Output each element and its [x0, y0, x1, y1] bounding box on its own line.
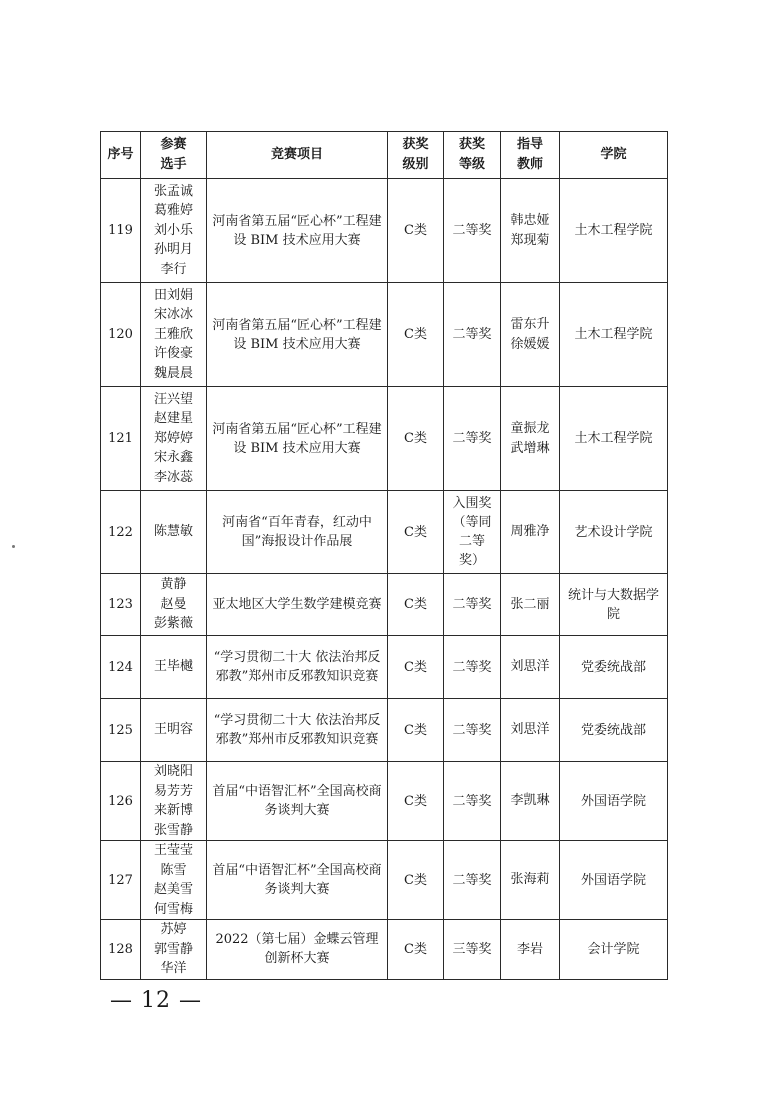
- table-row: [101, 841, 668, 920]
- participant-name: 汪兴望: [153, 391, 193, 407]
- row-award-grade: 二等奖: [444, 841, 501, 920]
- header-grade-line: 等级: [458, 157, 485, 172]
- row-award-level: C类: [388, 179, 444, 283]
- participant-name: 陈慧敏: [153, 524, 193, 540]
- header-level-line: 级别: [402, 157, 429, 172]
- row-teacher: [501, 179, 560, 283]
- row-college: 土木工程学院: [560, 283, 668, 387]
- row-project: 河南省第五届“匠心杯”工程建设 BIM 技术应用大赛: [207, 179, 388, 283]
- teacher-name: 李凯琳: [510, 793, 550, 809]
- participant-name: 孙明月: [153, 242, 193, 258]
- participant-name: 赵美雪: [153, 882, 193, 897]
- table-row: [101, 636, 668, 699]
- row-award-grade: 二等奖: [444, 762, 501, 841]
- row-award-level: C类: [388, 283, 444, 387]
- row-project: 河南省第五届“匠心杯”工程建设 BIM 技术应用大赛: [207, 387, 388, 491]
- row-index: 127: [101, 841, 141, 920]
- scan-speck: [12, 545, 15, 548]
- row-award-level: C类: [388, 841, 444, 920]
- participant-name: 彭紫薇: [153, 616, 193, 632]
- row-project: “学习贯彻二十大 依法治邦反邪教”郑州市反邪教知识竞赛: [207, 636, 388, 699]
- teacher-name: 周雅净: [510, 524, 550, 540]
- participant-name: 王毕樾: [153, 659, 193, 675]
- row-index: 124: [101, 636, 141, 699]
- row-teacher: [501, 491, 560, 574]
- participant-name: 宋冰冰: [153, 307, 193, 323]
- row-project: 2022（第七届）金蝶云管理创新杯大赛: [207, 920, 388, 980]
- teacher-name: 刘思洋: [510, 722, 550, 738]
- page-number: — 12 —: [110, 988, 202, 1013]
- row-college: 土木工程学院: [560, 179, 668, 283]
- row-teacher: [501, 841, 560, 920]
- participant-name: 宋永鑫: [153, 450, 193, 466]
- row-index: 128: [101, 920, 141, 980]
- header-grade-line: 获奖: [458, 137, 485, 152]
- header-project: 竞赛项目: [207, 132, 388, 179]
- header-participants-line: 选手: [160, 157, 187, 172]
- participant-name: 李行: [160, 261, 187, 277]
- participant-name: 王莹莹: [153, 843, 193, 858]
- row-participants: [141, 574, 207, 636]
- row-project: 首届“中语智汇杯”全国高校商务谈判大赛: [207, 841, 388, 920]
- participant-name: 郭雪静: [153, 941, 193, 957]
- row-college: 土木工程学院: [560, 387, 668, 491]
- table-row: [101, 920, 668, 980]
- row-award-grade: 二等奖: [444, 179, 501, 283]
- table-row: [101, 574, 668, 636]
- participant-name: 来新博: [153, 803, 193, 818]
- table-row: [101, 699, 668, 762]
- participant-name: 李冰蕊: [153, 469, 193, 485]
- header-row: [101, 132, 668, 179]
- row-award-grade: 二等奖: [444, 574, 501, 636]
- row-participants: [141, 920, 207, 980]
- row-teacher: [501, 699, 560, 762]
- participant-name: 苏婷: [160, 922, 187, 937]
- row-participants: [141, 841, 207, 920]
- participant-name: 易芳芳: [153, 783, 193, 799]
- row-award-grade: 二等奖: [444, 283, 501, 387]
- row-index: 122: [101, 491, 141, 574]
- row-award-level: C类: [388, 574, 444, 636]
- participant-name: 田刘娟: [153, 287, 193, 303]
- row-index: 126: [101, 762, 141, 841]
- row-award-level: C类: [388, 699, 444, 762]
- teacher-name: 童振龙: [510, 421, 550, 436]
- row-college: 会计学院: [560, 920, 668, 980]
- teacher-name: 武增琳: [510, 440, 550, 456]
- row-award-grade: 二等奖: [444, 636, 501, 699]
- row-college: 外国语学院: [560, 762, 668, 841]
- row-college: 党委统战部: [560, 636, 668, 699]
- participant-name: 王雅欣: [153, 326, 193, 342]
- participant-name: 魏晨晨: [153, 365, 193, 381]
- header-participants-line: 参赛: [160, 137, 187, 152]
- row-award-grade: 二等奖: [444, 387, 501, 491]
- row-participants: [141, 179, 207, 283]
- teacher-name: 张二丽: [510, 596, 550, 612]
- header-grade: [444, 132, 501, 179]
- row-participants: [141, 283, 207, 387]
- participant-name: 何雪梅: [153, 901, 193, 917]
- table-body: [101, 179, 668, 980]
- row-index: 119: [101, 179, 141, 283]
- row-award-level: C类: [388, 491, 444, 574]
- row-participants: [141, 699, 207, 762]
- row-index: 123: [101, 574, 141, 636]
- row-project: 河南省“百年青春，红动中国”海报设计作品展: [207, 491, 388, 574]
- header-teacher: [501, 132, 560, 179]
- participant-name: 陈雪: [160, 862, 187, 878]
- table-row: [101, 283, 668, 387]
- table-row: [101, 491, 668, 574]
- row-award-level: C类: [388, 762, 444, 841]
- row-teacher: [501, 387, 560, 491]
- row-teacher: [501, 636, 560, 699]
- row-college: 党委统战部: [560, 699, 668, 762]
- header-teacher-line: 指导: [516, 137, 543, 152]
- row-award-level: C类: [388, 636, 444, 699]
- row-award-grade: 二等奖: [444, 699, 501, 762]
- row-participants: [141, 762, 207, 841]
- row-participants: [141, 491, 207, 574]
- row-project: 河南省第五届“匠心杯”工程建设 BIM 技术应用大赛: [207, 283, 388, 387]
- header-teacher-line: 教师: [516, 157, 543, 172]
- row-project: 首届“中语智汇杯”全国高校商务谈判大赛: [207, 762, 388, 841]
- participant-name: 张孟诚: [153, 183, 193, 199]
- participant-name: 许俊豪: [153, 346, 193, 362]
- row-teacher: [501, 762, 560, 841]
- header-college: 学院: [560, 132, 668, 179]
- row-award-level: C类: [388, 387, 444, 491]
- row-teacher: [501, 283, 560, 387]
- row-index: 125: [101, 699, 141, 762]
- awards-table: [100, 131, 668, 980]
- table-row: [101, 179, 668, 283]
- teacher-name: 李岩: [516, 941, 543, 957]
- header-level: [388, 132, 444, 179]
- teacher-name: 郑现菊: [510, 232, 550, 248]
- teacher-name: 韩忠娅: [510, 213, 550, 228]
- row-index: 121: [101, 387, 141, 491]
- teacher-name: 刘思洋: [510, 659, 550, 675]
- row-teacher: [501, 574, 560, 636]
- row-teacher: [501, 920, 560, 980]
- row-participants: [141, 636, 207, 699]
- row-college: 外国语学院: [560, 841, 668, 920]
- participant-name: 郑婷婷: [153, 430, 193, 446]
- participant-name: 赵建星: [153, 411, 193, 427]
- header-level-line: 获奖: [402, 137, 429, 152]
- participant-name: 刘晓阳: [153, 764, 193, 779]
- row-award-grade: 入围奖（等同二等奖）: [444, 491, 501, 574]
- row-index: 120: [101, 283, 141, 387]
- header-participants: [141, 132, 207, 179]
- header-idx: 序号: [101, 132, 141, 179]
- participant-name: 葛雅婷: [153, 203, 193, 219]
- table-row: [101, 387, 668, 491]
- row-award-grade: 三等奖: [444, 920, 501, 980]
- row-project: “学习贯彻二十大 依法治邦反邪教”郑州市反邪教知识竞赛: [207, 699, 388, 762]
- row-project: 亚太地区大学生数学建模竞赛: [207, 574, 388, 636]
- teacher-name: 雷东升: [510, 317, 550, 332]
- row-award-level: C类: [388, 920, 444, 980]
- participant-name: 黄静: [160, 577, 187, 593]
- participant-name: 刘小乐: [153, 222, 193, 238]
- participant-name: 华洋: [160, 961, 187, 976]
- participant-name: 张雪静: [153, 822, 193, 838]
- teacher-name: 张海莉: [510, 872, 550, 888]
- row-participants: [141, 387, 207, 491]
- participant-name: 王明容: [153, 722, 193, 738]
- row-college: 艺术设计学院: [560, 491, 668, 574]
- row-college: 统计与大数据学院: [560, 574, 668, 636]
- teacher-name: 徐媛媛: [510, 336, 550, 352]
- table-row: [101, 762, 668, 841]
- participant-name: 赵曼: [160, 596, 187, 612]
